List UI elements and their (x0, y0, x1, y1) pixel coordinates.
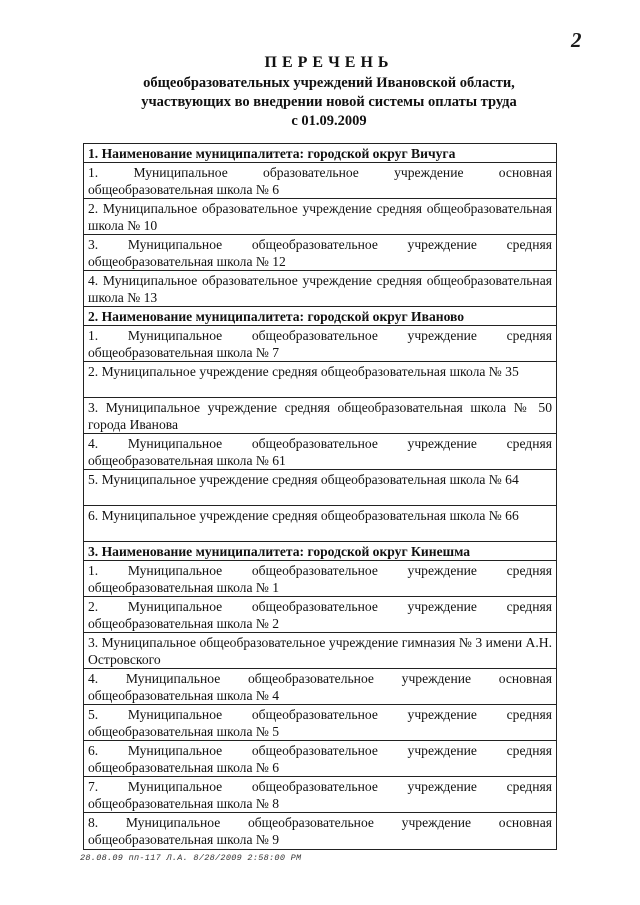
table-row: 2. Муниципальное общеобразовательное учреждение средняя общеобразовательная школа № 2 (84, 597, 556, 633)
footer-stamp: 28.08.09 пп-117 Л.А. 8/28/2009 2:58:00 PM (80, 853, 302, 863)
table-row: 1. Муниципальное образовательное учреждение основная общеобразовательная школа № 6 (84, 163, 556, 199)
table-row: 2. Муниципальное учреждение средняя общеобразовательная школа № 35 (84, 362, 556, 398)
table-row: 7. Муниципальное общеобразовательное учреждение средняя общеобразовательная школа № 8 (84, 777, 556, 813)
title-line-3: с 01.09.2009 (291, 113, 367, 129)
table-row: 8. Муниципальное общеобразовательное учреждение основная общеобразовательная школа № 9 (88, 815, 552, 847)
title-line-1: общеобразовательных учреждений Ивановской области, (143, 75, 515, 91)
table-row: 4. Муниципальное общеобразовательное учреждение средняя общеобразовательная школа № 61 (84, 434, 556, 470)
section-header-kineshma: 3. Наименование муниципалитета: городской округ Кинешма (84, 542, 556, 561)
table-row: 6. Муниципальное учреждение средняя общеобразовательная школа № 66 (84, 506, 556, 542)
table-row: 1. Муниципальное общеобразовательное учреждение средняя общеобразовательная школа № 1 (84, 561, 556, 597)
page-number: 2 (571, 28, 582, 52)
table-row: 3. Муниципальное учреждение средняя общеобразовательная школа № 50 города Иванова (84, 398, 556, 434)
document-header (0, 52, 640, 131)
table-row: 3. Муниципальное общеобразовательное учреждение средняя общеобразовательная школа № 12 (84, 235, 556, 271)
section-header-ivanovo: 2. Наименование муниципалитета: городской округ Иваново (84, 307, 556, 326)
table-row: 4. Муниципальное образовательное учреждение средняя общеобразовательная школа № 13 (84, 271, 556, 307)
title-line-2: участвующих во внедрении новой системы оплаты труда (141, 94, 517, 110)
table-row: 3. Муниципальное общеобразовательное учреждение гимназия № 3 имени А.Н. Островского (84, 633, 556, 669)
table-row: 4. Муниципальное общеобразовательное учреждение основная общеобразовательная школа № 4 (84, 669, 556, 705)
table-row: 5. Муниципальное общеобразовательное учреждение средняя общеобразовательная школа № 5 (84, 705, 556, 741)
schools-table (83, 143, 557, 850)
table-row: 2. Муниципальное образовательное учреждение средняя общеобразовательная школа № 10 (84, 199, 556, 235)
document-title: ПЕРЕЧЕНЬ (264, 54, 394, 71)
table-row: 6. Муниципальное общеобразовательное учреждение средняя общеобразовательная школа № 6 (84, 741, 556, 777)
section-header-vichuga: 1. Наименование муниципалитета: городской округ Вичуга (84, 144, 556, 163)
table-row: 5. Муниципальное учреждение средняя общеобразовательная школа № 64 (84, 470, 556, 506)
table-row: 1. Муниципальное общеобразовательное учреждение средняя общеобразовательная школа № 7 (84, 326, 556, 362)
